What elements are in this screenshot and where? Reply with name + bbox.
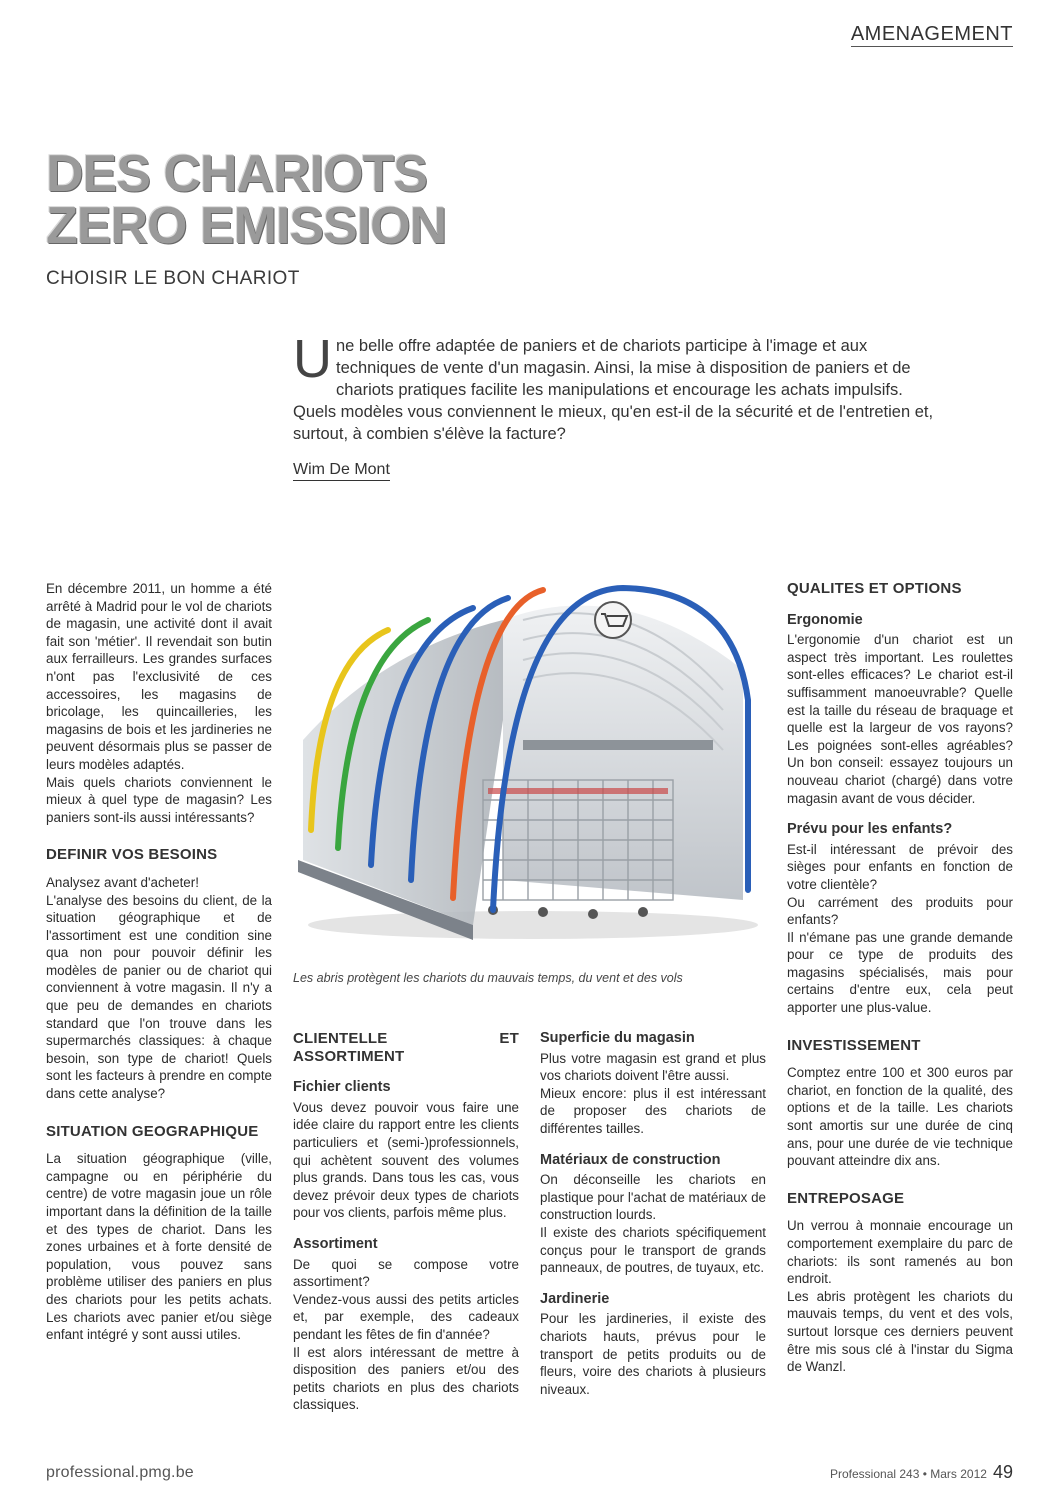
footer-issue-info [830, 1462, 1013, 1483]
paragraph: On déconseille les chariots en plastique pour l'achat de matériaux de construction lourds. [540, 1172, 766, 1223]
paragraph: L'ergonomie d'un chariot est un aspect très important. Les roulettes sont-elles efficaces? Le chariot est-il suffisamment manoeuvrable? Quelle est la taille du réseau de braquage et quelle est la largeur de vos rayons? Les poignées sont-elles agréables? Un bon conseil: essayez toujours un nouveau chariot (chargé) dans votre magasin avant de vous décider. [787, 632, 1013, 806]
footer-website[interactable]: professional.pmg.be [46, 1464, 194, 1481]
cart-shelter-illustration [293, 580, 763, 950]
paragraph: Il existe des chariots spécifiquement conçus pour le transport de grands panneaux, de poutres, de tuyaux, etc. [540, 1224, 766, 1276]
paragraph: Un verrou à monnaie encourage un comportement exemplaire du parc de chariots: ils sont ramenés au bon endroit. [787, 1218, 1013, 1287]
paragraph: Est-il intéressant de prévoir des sièges pour enfants en fonction de votre clientèle? [787, 841, 1013, 892]
heading-situation-geographique: SITUATION GEOGRAPHIQUE [46, 1122, 259, 1140]
subheading-materiaux: Matériaux de construction [540, 1151, 721, 1168]
paragraph: Il est alors intéressant de mettre à disposition des paniers et/ou des petits chariots en plus des chariots classiques. [293, 1344, 519, 1413]
paragraph: Comptez entre 100 et 300 euros par chariot, en fonction de la qualité, des options et de la taille. Les chariots sont amortis sur une durée de cinq ans, pour une durée de vie technique pouvant atteindre dix ans. [787, 1065, 1013, 1169]
paragraph: Mieux encore: plus il est intéressant de proposer des chariots de différentes tailles. [540, 1085, 766, 1136]
author-byline: Wim De Mont [293, 460, 390, 481]
column-2 [293, 1030, 519, 1414]
dropcap: U [293, 329, 332, 389]
paragraph: L'analyse des besoins du client, de la situation géographique et de l'assortiment est une condition sine qua non pour pouvoir définir les modèles de panier ou de chariot qui conviennent à votre magasin. Il n'y a que peu de demandes en chariots standard que l'on trouve dans les supermarchés classiques: à chaque besoin, son type de chariot! Quels sont les facteurs à prendre en compte dans cette analyse? [46, 892, 272, 1102]
paragraph: Vous devez pouvoir vous faire une idée claire du rapport entre les clients particuliers et (semi-)professionnels, qui achètent souvent des volumes plus grands. Dans tous les cas, vous devez prévoir deux types de chariots pour vos clients, parfois même plus. [293, 1099, 519, 1221]
subheading-fichier-clients: Fichier clients [293, 1079, 391, 1096]
article-intro [293, 329, 943, 445]
column-4 [787, 580, 1013, 1376]
image-caption: Les abris protègent les chariots du mauvais temps, du vent et des vols [293, 971, 683, 985]
cart-shelter-photo [293, 580, 763, 950]
heading-definir-besoins: DEFINIR VOS BESOINS [46, 846, 218, 864]
intro-text: ne belle offre adaptée de paniers et de chariots participe à l'image et aux techniques de vente d'un magasin. Ainsi, la mise à disposition de paniers et de chariots pratiques facilite les manipulations et encourage les achats impulsifs. Quels modèles vous conviennent le mieux, qu'en est-il de la sécurité et de l'entretien et, surtout, à combien s'élève la facture? [293, 337, 934, 443]
title-line-2: ZERO EMISSION [46, 197, 447, 255]
page-number: 49 [992, 1462, 1013, 1482]
paragraph: Il n'émane pas une grande demande pour ce type de produits des magasins spécialisés, mais pour certains d'entre eux, cela peut apporter une plus-value. [787, 929, 1013, 1016]
article-title [46, 145, 447, 255]
heading-qualites-options: QUALITES ET OPTIONS [787, 580, 962, 597]
paragraph: Les abris protègent les chariots du mauvais temps, du vent et des vols, surtout lorsque ces derniers peuvent être mis sous clé à l'instar du Sigma de Wanzl. [787, 1288, 1013, 1375]
subheading-enfants: Prévu pour les enfants? [787, 821, 953, 838]
heading-clientele-assortiment: CLIENTELLE ET ASSORTIMENT [293, 1030, 519, 1065]
paragraph: La situation géographique (ville, campagne ou en périphérie du centre) de votre magasin joue un rôle important dans la définition de la taille et des types de chariot. Dans les zones urbaines et à forte densité de population, vous pouvez sans problème utiliser des paniers en plus des chariots pour les petits achats. Les chariots avec panier et/ou siège enfant intégré y sont aussi utiles. [46, 1151, 272, 1343]
heading-investissement: INVESTISSEMENT [787, 1036, 921, 1054]
heading-entreposage: ENTREPOSAGE [787, 1189, 905, 1207]
paragraph: Mais quels chariots conviennent le mieux à quel type de magasin? Les paniers sont-ils aussi intéressants? [46, 774, 272, 825]
paragraph: Ou carrément des produits pour enfants? [787, 894, 1013, 928]
subheading-superficie: Superficie du magasin [540, 1030, 695, 1046]
paragraph: De quoi se compose votre assortiment? [293, 1256, 519, 1290]
column-1 [46, 580, 272, 1344]
subheading-assortiment: Assortiment [293, 1235, 378, 1252]
paragraph: Pour les jardineries, il existe des chariots hauts, prévus pour le transport de petits produits ou de fleurs, voire des chariots à plusieurs niveaux. [540, 1311, 766, 1397]
column-3 [540, 1030, 766, 1398]
title-line-1: DES CHARIOTS [46, 145, 427, 203]
paragraph: En décembre 2011, un homme a été arrêté à Madrid pour le vol de chariots de magasin, une activité dont il avait fait son 'métier'. Il revendait son butin aux ferrailleurs. Les grandes surfaces n'ont pas l'exclusivité de ces accessoires, les magasins de bricolage, les quincailleries, les magasins de bois et les jardineries ne peuvent désormais plus se passer de leurs modèles adaptés. [46, 581, 272, 772]
paragraph: Analysez avant d'acheter! [46, 874, 199, 890]
paragraph: Vendez-vous aussi des petits articles et, par exemple, des cadeaux pendant les fêtes de fin d'année? [293, 1291, 519, 1342]
section-label: AMENAGEMENT [850, 23, 1013, 45]
paragraph: Plus votre magasin est grand et plus vos chariots doivent l'être aussi. [540, 1050, 766, 1084]
article-subtitle: CHOISIR LE BON CHARIOT [46, 268, 300, 289]
subheading-ergonomie: Ergonomie [787, 611, 863, 628]
issue-label: Professional 243 • Mars 2012 [830, 1467, 987, 1481]
subheading-jardinerie: Jardinerie [540, 1290, 610, 1307]
